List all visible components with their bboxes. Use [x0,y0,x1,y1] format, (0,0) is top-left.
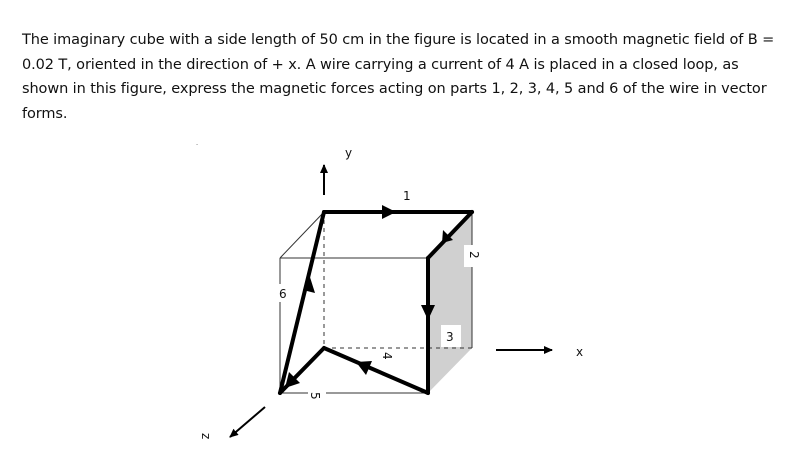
problem-statement: The imaginary cube with a side length of 50 cm in the figure is located in a smooth magnetic field of B = 0.02 T, oriented in the direction of + x. A wire carrying a current of 4 A is placed in a closed loop, as shown in this figure, express the magnetic forces acting on parts 1, 2, 3, 4, 5 and 6 of the wire in vector forms. [22,32,775,122]
segment-1-arrow [382,205,396,219]
segment-3-label: 3 [446,330,454,344]
x-axis-label: x [576,345,584,359]
stray-mark: - [196,141,199,148]
z-axis-label: z [199,433,213,440]
segment-2-label: 2 [467,251,481,259]
segment-1-label: 1 [403,189,411,203]
z-axis-arrow [230,407,265,437]
segment-5-label: 5 [308,392,322,400]
segment-4-label: 4 [380,352,394,360]
y-axis-label: y [345,146,353,160]
segment-6-label: 6 [279,287,287,301]
